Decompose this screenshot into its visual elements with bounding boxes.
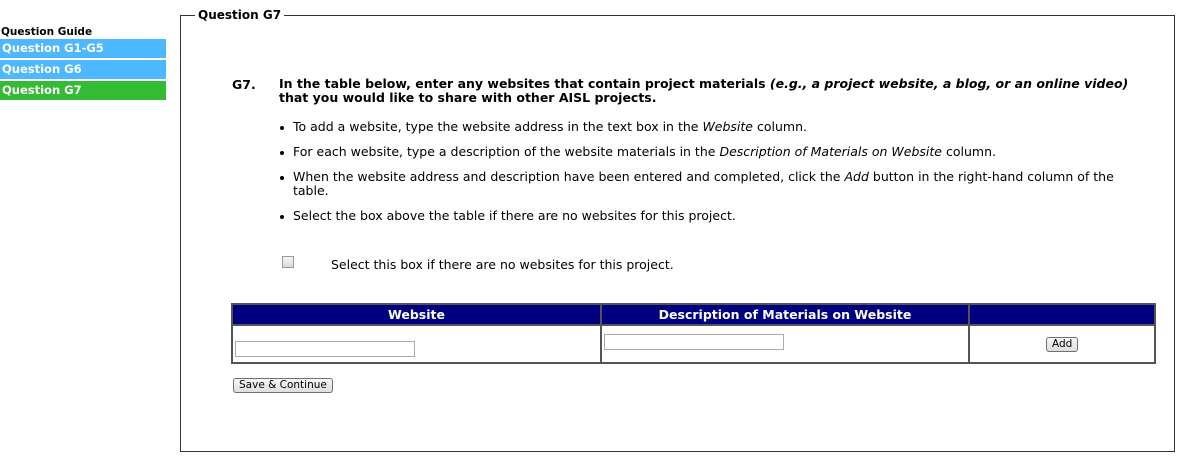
action-cell <box>969 325 1155 363</box>
instruction-item: For each website, type a description of the website materials in the Description of Materials on Website column. <box>279 145 1139 159</box>
instruction-item: To add a website, type the website address in the text box in the Website column. <box>279 120 1139 134</box>
description-column-header: Description of Materials on Website <box>601 304 969 325</box>
description-cell <box>601 325 969 363</box>
question-text-part: In the table below, enter any websites that contain project materials <box>279 76 770 91</box>
fieldset-legend: Question G7 <box>195 7 284 23</box>
question-number: G7. <box>232 77 256 92</box>
question-guide-sidebar <box>0 25 166 102</box>
question-text-examples: (e.g., a project website, a blog, or an online video) <box>769 76 1129 91</box>
question-text <box>279 77 1159 105</box>
sidebar-title: Question Guide <box>1 26 93 38</box>
instruction-item: Select the box above the table if there are no websites for this project. <box>279 209 1139 223</box>
instruction-list <box>279 120 1139 234</box>
website-cell <box>232 325 601 363</box>
website-input[interactable] <box>235 341 415 357</box>
sidebar-item-question-g1-g5[interactable]: Question G1-G5 <box>0 39 166 58</box>
add-button[interactable]: Add <box>1046 337 1078 352</box>
no-websites-label: Select this box if there are no websites for this project. <box>331 257 674 272</box>
table-row <box>232 325 1155 363</box>
website-column-header: Website <box>232 304 601 325</box>
save-continue-button[interactable]: Save & Continue <box>233 378 333 393</box>
question-text-part: that you would like to share with other AISL projects. <box>279 90 657 105</box>
instruction-item: When the website address and description have been entered and completed, click the Add button in the right-hand column of the table. <box>279 170 1139 198</box>
question-fieldset <box>180 8 1175 452</box>
description-input[interactable] <box>604 334 784 350</box>
action-column-header <box>969 304 1155 325</box>
sidebar-item-question-g7[interactable]: Question G7 <box>0 81 166 100</box>
no-websites-checkbox[interactable] <box>282 256 294 268</box>
websites-table <box>231 303 1156 364</box>
sidebar-item-question-g6[interactable]: Question G6 <box>0 60 166 79</box>
